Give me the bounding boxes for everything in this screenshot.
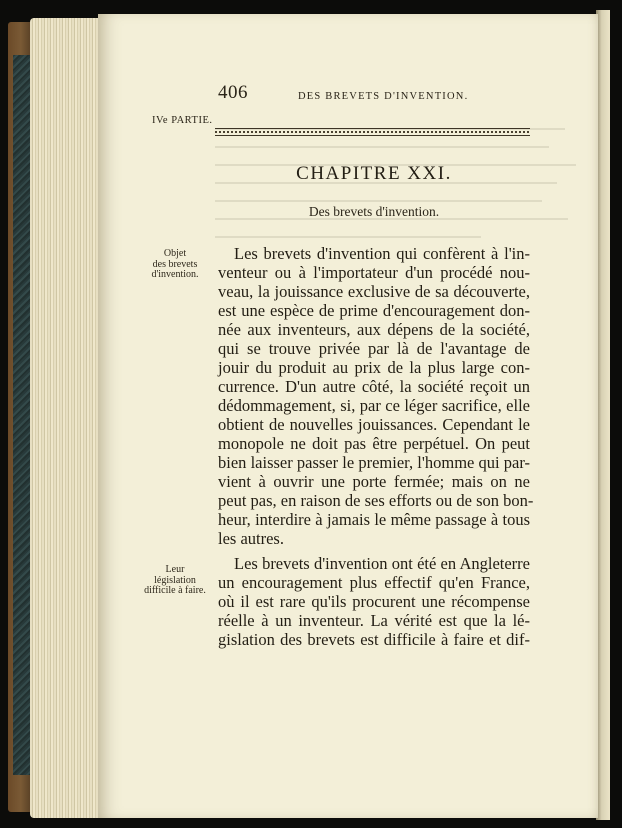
body-line: où il est rare qu'ils procurent une récompense [218,592,530,611]
body-line: née aux inventeurs, aux dépens de la société, [218,320,530,339]
body-line: Les brevets d'invention ont été en Angleterre [234,554,530,573]
body-line: monopole ne doit pas être perpétuel. On peut [218,434,530,453]
page-number: 406 [218,82,248,103]
running-title: DES BREVETS D'INVENTION. [298,91,469,102]
ornamental-rule [215,128,530,136]
facing-page-edge [596,10,610,820]
body-line: un encouragement plus effectif qu'en France, [218,573,530,592]
margin-note-line: d'invention. [151,269,199,280]
margin-note-line: difficile à faire. [144,585,206,596]
body-line: peut pas, en raison de ses efforts ou de son bon- [218,491,534,510]
body-line: venteur ou à l'importateur d'un procédé nou- [218,263,530,282]
body-line: obtient de nouvelles jouissances. Cependant le [218,415,530,434]
body-line: qui se trouve privée par là de l'avantage de [218,339,530,358]
margin-note-line: Objet [163,248,187,259]
body-line: Les brevets d'invention qui confèrent à l'in- [234,244,530,263]
part-label: IVe PARTIE. [152,115,213,126]
body-line: heur, interdire à jamais le même passage à tous [218,510,530,529]
margin-note-objet [140,249,210,281]
margin-note-line: Leur [165,564,185,575]
body-line: jouir du produit au prix de la plus large con- [218,358,530,377]
body-line: currence. D'un autre côté, la société reçoit un [218,377,530,396]
chapter-title: CHAPITRE XXI. [296,163,452,184]
body-line: bien laisser passer le premier, l'homme qui par- [218,453,530,472]
body-line: réelle à un inventeur. La vérité est que la lé- [218,611,530,630]
chapter-subtitle: Des brevets d'invention. [308,204,440,219]
body-line: gislation des brevets est difficile à faire et dif- [218,630,530,649]
margin-note-line: législation [154,574,196,586]
margin-note-line: des brevets [152,258,198,270]
body-line: veau, la jouissance exclusive de sa découverte, [218,282,530,301]
cloth-binding [13,55,31,775]
body-line: est une espèce de prime d'encouragement don- [218,301,530,320]
body-line: les autres. [218,529,284,548]
margin-note-legislation [140,565,210,597]
body-line: dédommagement, si, par ce léger sacrifice, elle [218,396,530,415]
page-stack [30,18,108,818]
body-line: vient à ouvrir une porte fermée; mais on ne [218,472,530,491]
